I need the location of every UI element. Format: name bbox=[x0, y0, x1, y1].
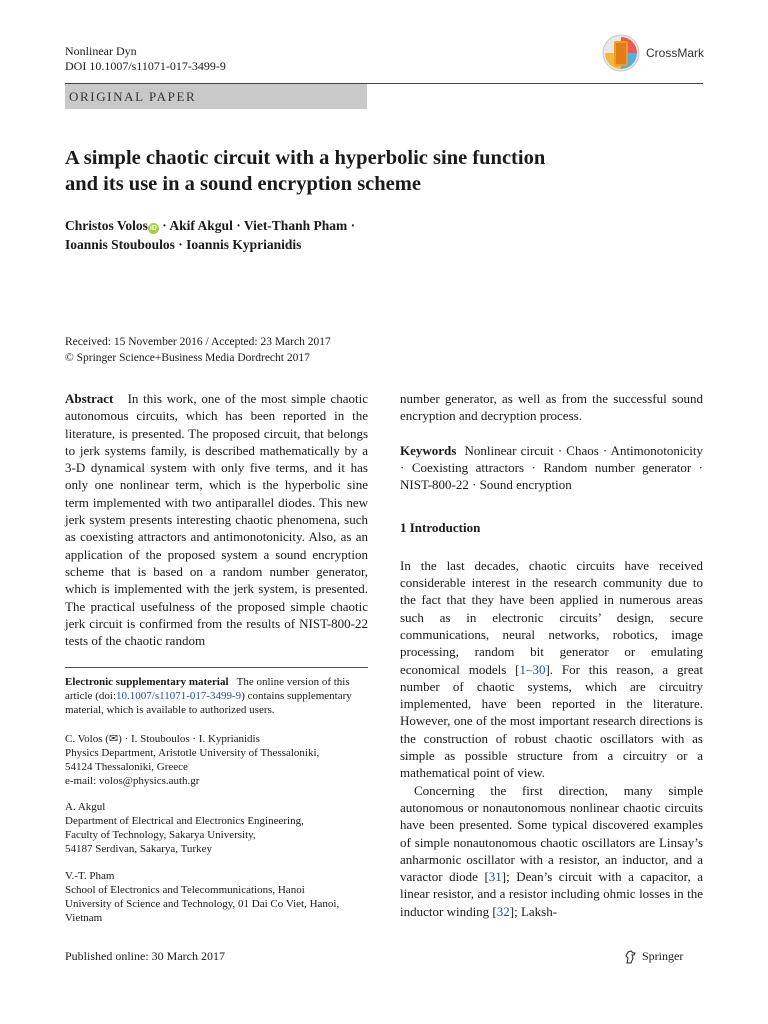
affiliation-line: Faculty of Technology, Sakarya University, bbox=[65, 829, 256, 841]
author-list bbox=[65, 216, 705, 254]
journal-header bbox=[65, 44, 226, 74]
abstract-continued: number generator, as well as from the successful sound encryption and decryption process. bbox=[400, 391, 703, 424]
article-title bbox=[65, 145, 705, 197]
received-accepted: Received: 15 November 2016 / Accepted: 23 March 2017 bbox=[65, 336, 331, 348]
publisher-footer bbox=[624, 949, 683, 964]
affiliation-names: C. Volos (✉) · I. Stouboulos · I. Kyprianidis bbox=[65, 733, 260, 745]
affiliation-email[interactable]: e-mail: volos@physics.auth.gr bbox=[65, 775, 200, 787]
orcid-icon[interactable]: iD bbox=[149, 225, 157, 232]
supplementary-text-a: The online version of this article (doi: bbox=[65, 676, 350, 702]
supplementary-rule bbox=[65, 667, 368, 668]
copyright-line: © Springer Science+Business Media Dordrecht 2017 bbox=[65, 352, 310, 364]
affiliation-line: 54187 Serdivan, Sakarya, Turkey bbox=[65, 843, 212, 855]
supplementary-text-b: ) contains supplementary material, which is available to authorized users. bbox=[65, 690, 352, 716]
authors-line-1 bbox=[65, 216, 705, 235]
intro-p1-text-b: ]. For this reason, a great number of chaotic systems, which are circuitry implemented, have been reported in the literature. However, one of the most important research directions is the construction of robust chaotic oscillators with as simple as possible structure from a circuitry or a mathematical point of view. bbox=[400, 661, 703, 781]
supplementary-note bbox=[65, 675, 368, 717]
affiliation-volos bbox=[65, 732, 368, 788]
published-date: Published online: 30 March 2017 bbox=[65, 949, 225, 963]
affiliation-names: A. Akgul bbox=[65, 801, 106, 813]
affiliation-line: University of Science and Technology, 01 Dai Co Viet, Hanoi, bbox=[65, 898, 340, 910]
affiliation-line: 54124 Thessaloniki, Greece bbox=[65, 761, 188, 773]
intro-p1-text-a: In the last decades, chaotic circuits have received considerable interest in the research community due to the fact that they have been applied in numerous areas such as in electronic circuits’ design, secure communications, neural networks, robotics, image processing, random bit generator or emulating economical models [ bbox=[400, 557, 703, 677]
abstract-label: Abstract bbox=[65, 391, 114, 406]
affiliation-akgul bbox=[65, 800, 368, 856]
paper-type-label: ORIGINAL PAPER bbox=[69, 89, 197, 104]
paper-type-badge bbox=[65, 84, 367, 109]
keywords-label: Keywords bbox=[400, 442, 457, 458]
affiliation-line: Department of Electrical and Electronics Engineering, bbox=[65, 815, 304, 827]
affiliation-names: V.-T. Pham bbox=[65, 870, 115, 882]
citation-link[interactable]: 31 bbox=[488, 869, 502, 885]
journal-name: Nonlinear Dyn bbox=[65, 44, 137, 58]
title-line-1: A simple chaotic circuit with a hyperbolic sine function bbox=[65, 147, 546, 169]
intro-paragraph-2 bbox=[400, 782, 703, 920]
citation-link[interactable]: 32 bbox=[496, 903, 510, 919]
author-volos[interactable]: Christos Volos bbox=[65, 218, 148, 233]
keywords-text: Nonlinear circuit · Chaos · Antimonotonicity · Coexisting attractors · Random number generator · NIST-800-22 · Sound encryption bbox=[400, 442, 703, 493]
supplementary-doi-link[interactable]: 10.1007/s11071-017-3499-9 bbox=[116, 690, 242, 702]
intro-p2-text-c: ]; Laksh- bbox=[509, 903, 558, 919]
abstract-block bbox=[65, 390, 368, 649]
affiliation-line: Physics Department, Aristotle University of Thessaloniki, bbox=[65, 747, 320, 759]
affiliation-line: Vietnam bbox=[65, 912, 103, 924]
authors-line-2: Ioannis Stouboulos · Ioannis Kyprianidis bbox=[65, 237, 302, 252]
publisher-name: Springer bbox=[642, 949, 684, 963]
intro-p2-text-b: ]; Dean’s circuit with a capacitor, a linear resistor, and a resistor including ohmic losses in the inductor winding [ bbox=[400, 869, 703, 919]
right-column bbox=[400, 390, 703, 920]
doi-text: DOI 10.1007/s11071-017-3499-9 bbox=[65, 59, 226, 73]
article-dates bbox=[65, 334, 331, 366]
title-line-2: and its use in a sound encryption scheme bbox=[65, 173, 421, 195]
affiliation-line: School of Electronics and Telecommunications, Hanoi bbox=[65, 884, 305, 896]
supplementary-label: Electronic supplementary material bbox=[65, 676, 229, 688]
crossmark-icon bbox=[602, 34, 640, 72]
affiliation-pham bbox=[65, 869, 368, 925]
crossmark-badge[interactable] bbox=[602, 34, 704, 72]
intro-p2-text-a: Concerning the first direction, many simple autonomous or nonautonomous nonlinear chaotic circuits have been presented. Some typical discovered examples of simple nonautonomous chaotic oscillators are Linsay’s anharmonic oscillator with a resistor, an inductor, and a varactor diode [ bbox=[400, 782, 703, 885]
crossmark-label: CrossMark bbox=[646, 46, 705, 60]
intro-paragraph-1 bbox=[400, 557, 703, 782]
authors-rest-1: · Akif Akgul · Viet-Thanh Pham · bbox=[158, 218, 356, 233]
keywords-block bbox=[400, 442, 703, 494]
abstract-text: In this work, one of the most simple chaotic autonomous circuits, which has been reported in the literature, is presented. The proposed circuit, that belongs to jerk systems family, is described mathematically by a 3-D dynamical system with only five terms, and it has only one nonlinear term, which is the hyperbolic sine term implemented with two antiparallel diodes. This new jerk system presents interesting chaotic phenomena, such as coexisting attractors and antimonotonicity. Also, as an application of the proposed system a sound encryption scheme that is based on a random number generator, which is implemented with the jerk system, is presented. The practical usefulness of the proposed simple chaotic jerk circuit is confirmed from the results of NIST-800-22 tests of the chaotic random bbox=[65, 391, 368, 649]
springer-horse-icon bbox=[624, 950, 637, 964]
section-heading-introduction: 1 Introduction bbox=[400, 520, 481, 536]
citation-link[interactable]: 1–30 bbox=[519, 661, 546, 677]
